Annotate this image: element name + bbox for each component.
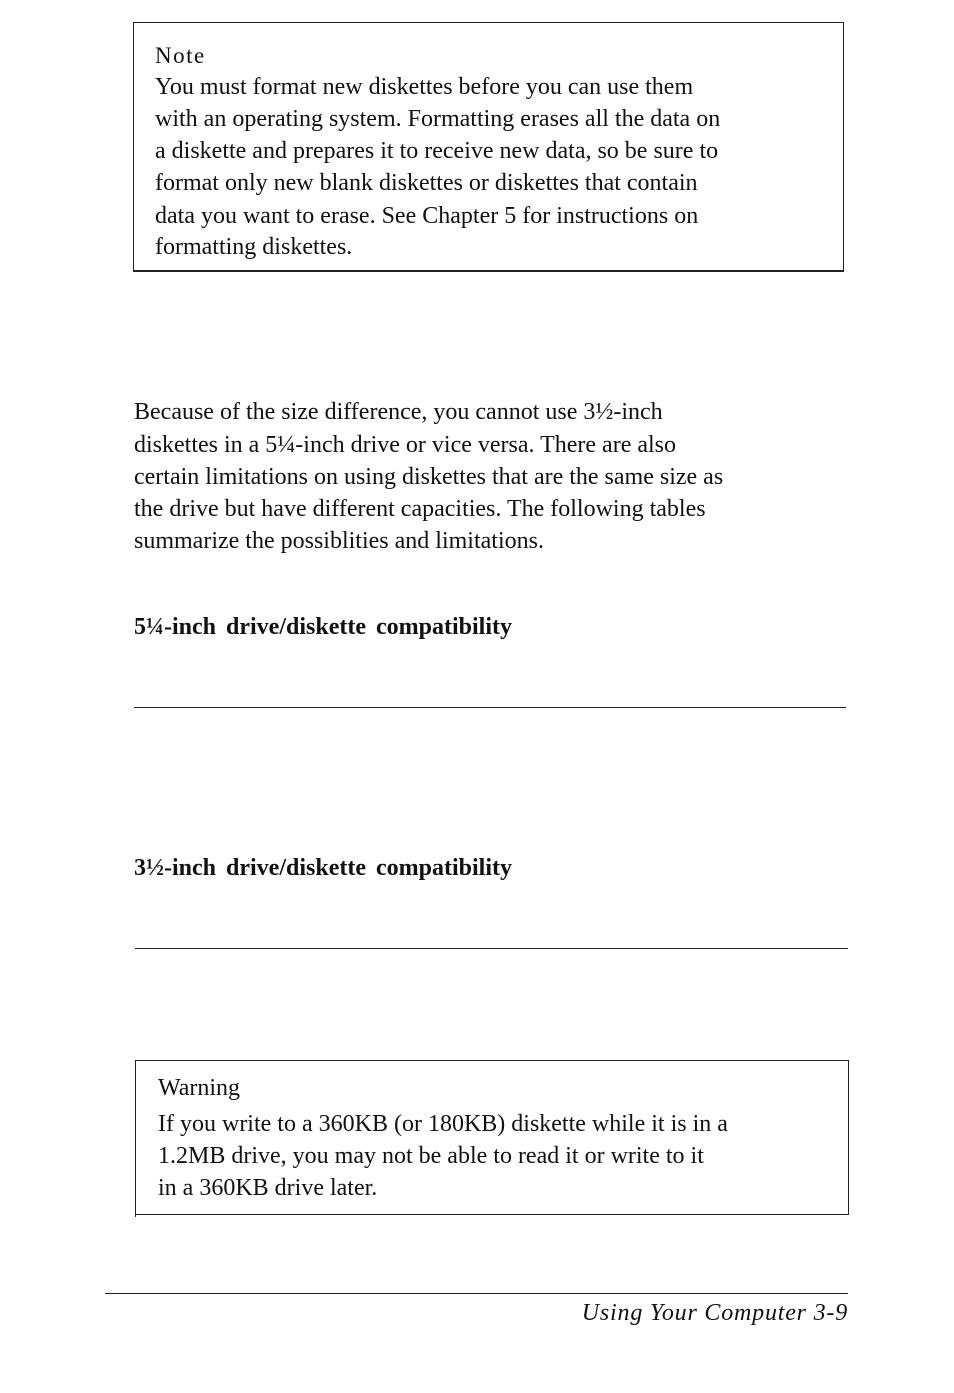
- page-footer: Using Your Computer 3-9: [581, 1300, 848, 1326]
- note-line: format only new blank diskettes or diskettes that contain: [155, 170, 698, 196]
- warning-line: If you write to a 360KB (or 180KB) diskette while it is in a: [158, 1111, 728, 1137]
- table1-rule: [134, 707, 846, 708]
- paragraph-line: Because of the size difference, you cannot use 3½-inch: [134, 399, 663, 425]
- footer-rule: [105, 1293, 848, 1294]
- note-line: a diskette and prepares it to receive new data, so be sure to: [155, 138, 719, 164]
- paragraph-line: summarize the possiblities and limitations.: [134, 528, 544, 554]
- note-line: You must format new diskettes before you can use them: [155, 74, 694, 100]
- warning-title: Warning: [158, 1075, 241, 1101]
- note-line: with an operating system. Formatting erases all the data on: [155, 106, 721, 132]
- note-line: formatting diskettes.: [155, 234, 353, 260]
- note-line: data you want to erase. See Chapter 5 for instructions on: [155, 203, 699, 229]
- table2-rule: [135, 948, 848, 949]
- paragraph-line: diskettes in a 5¼-inch drive or vice versa. There are also: [134, 432, 677, 458]
- paragraph-line: certain limitations on using diskettes that are the same size as: [134, 464, 724, 490]
- note-title: Note: [155, 43, 206, 68]
- warning-box-left-edge: [135, 1060, 136, 1217]
- warning-line: 1.2MB drive, you may not be able to read it or write to it: [158, 1143, 704, 1169]
- warning-line: in a 360KB drive later.: [158, 1175, 378, 1201]
- table2-heading: 3½-inch drive/diskette compatibility: [134, 855, 512, 881]
- table1-heading: 5¼-inch drive/diskette compatibility: [134, 614, 512, 640]
- paragraph-line: the drive but have different capacities. The following tables: [134, 496, 706, 522]
